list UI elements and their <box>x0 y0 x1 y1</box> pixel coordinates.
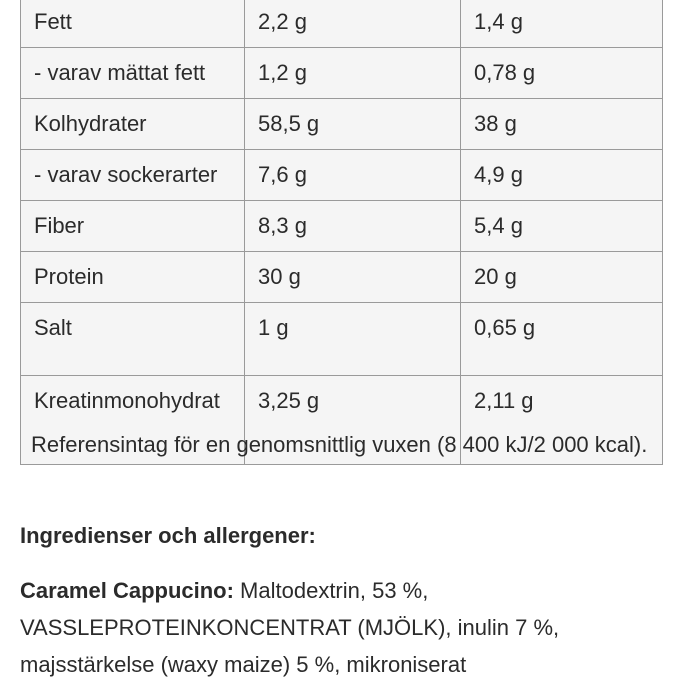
value-per-portion: 0,78 g <box>461 48 663 99</box>
table-row <box>21 99 663 150</box>
value-per-100g: 8,3 g <box>245 201 461 252</box>
value-per-portion: 38 g <box>461 99 663 150</box>
ingredients-text: Maltodextrin, 53 %, VASSLEPROTEINKONCENTRAT (MJÖLK), inulin 7 %, majsstärkelse (waxy maize) 5 %, mikroniserat <box>20 578 560 677</box>
nutrient-name: Protein <box>21 252 245 303</box>
table-row <box>21 150 663 201</box>
value-per-100g: 2,2 g <box>245 0 461 48</box>
value-per-portion: 0,65 g <box>461 303 663 376</box>
value-per-portion: 2,11 g <box>461 376 663 465</box>
flavor-label: Caramel Cappucino: <box>20 578 234 603</box>
nutrition-table <box>20 0 663 465</box>
ingredients-heading: Ingredienser och allergener: <box>20 523 316 548</box>
nutrient-name: Fiber <box>21 201 245 252</box>
reference-intake-text: Referensintag för en genomsnittlig vuxen (8 400 kJ/2 000 kcal). <box>31 432 648 457</box>
value-per-portion: 5,4 g <box>461 201 663 252</box>
nutrient-name: Fett <box>21 0 245 48</box>
nutrient-name: Kolhydrater <box>21 99 245 150</box>
value-per-portion: 1,4 g <box>461 0 663 48</box>
table-row <box>21 252 663 303</box>
nutrient-name: - varav sockerarter <box>21 150 245 201</box>
value-per-100g: 58,5 g <box>245 99 461 150</box>
nutrient-name: Kreatinmonohydrat <box>21 376 245 465</box>
value-per-100g: 3,25 g <box>245 376 461 465</box>
value-per-100g: 7,6 g <box>245 150 461 201</box>
value-per-portion: 4,9 g <box>461 150 663 201</box>
table-row <box>21 201 663 252</box>
value-per-portion: 20 g <box>461 252 663 303</box>
value-per-100g: 1 g <box>245 303 461 376</box>
nutrient-name: Salt <box>21 303 245 376</box>
table-row <box>21 48 663 99</box>
ingredients-paragraph <box>20 572 665 683</box>
table-row <box>21 303 663 376</box>
nutrient-name: - varav mättat fett <box>21 48 245 99</box>
reference-intake-note <box>20 426 665 463</box>
value-per-100g: 1,2 g <box>245 48 461 99</box>
value-per-100g: 30 g <box>245 252 461 303</box>
table-row <box>21 0 663 48</box>
